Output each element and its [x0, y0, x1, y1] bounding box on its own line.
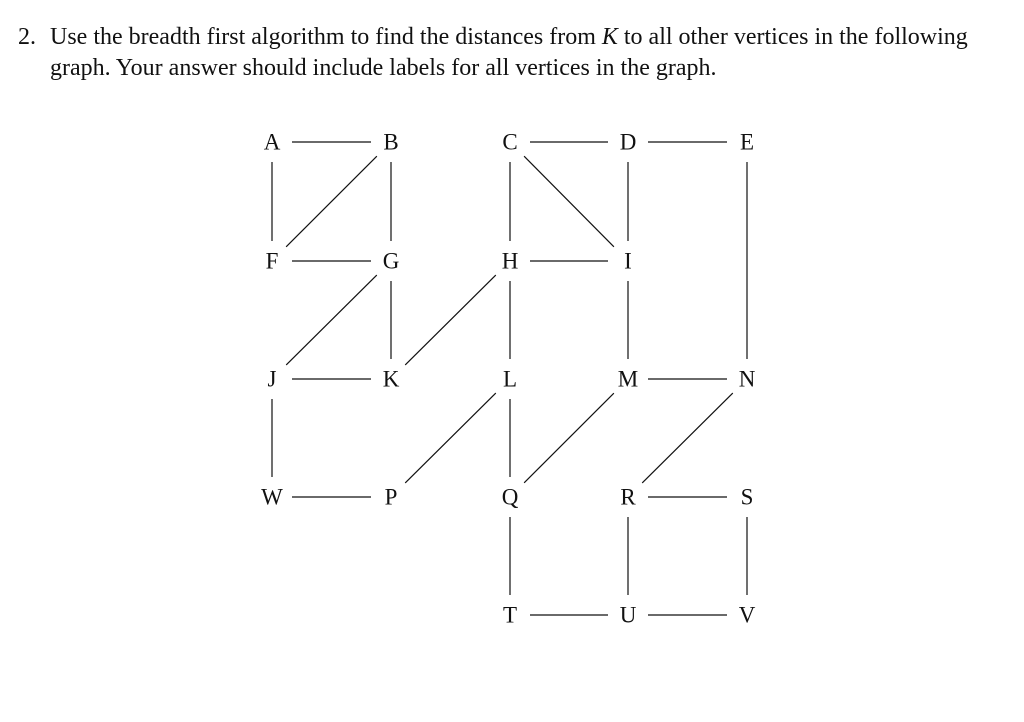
vertex-w: W: [261, 484, 283, 510]
vertex-u: U: [619, 602, 637, 628]
vertex-r: R: [620, 484, 636, 510]
vertex-j: J: [267, 366, 277, 392]
vertex-v: V: [738, 602, 756, 628]
vertex-n: N: [738, 366, 756, 392]
vertex-t: T: [502, 602, 518, 628]
vertex-g: G: [382, 248, 400, 274]
vertex-b: B: [383, 129, 399, 155]
question-text-after: to all other vertices in the following graph. Your answer should include labels for all vertices in the graph.: [50, 24, 968, 81]
vertex-a: A: [263, 129, 281, 155]
edge-n-r: [642, 393, 733, 483]
vertex-q: Q: [501, 484, 519, 510]
vertex-s: S: [740, 484, 754, 510]
edge-m-q: [524, 393, 614, 483]
edge-c-i: [524, 156, 614, 247]
vertex-p: P: [384, 484, 398, 510]
question-number: 2.: [18, 24, 36, 50]
vertex-c: C: [502, 129, 518, 155]
edge-g-j: [286, 275, 377, 365]
vertex-i: I: [624, 248, 632, 274]
vertex-m: M: [617, 366, 639, 392]
edge-l-p: [405, 393, 496, 483]
vertex-d: D: [619, 129, 637, 155]
question-variable: K: [601, 24, 618, 50]
vertex-h: H: [501, 248, 519, 274]
vertex-l: L: [502, 366, 518, 392]
edge-b-f: [286, 156, 377, 247]
vertex-e: E: [739, 129, 755, 155]
edge-h-k: [405, 275, 496, 365]
question-text-before: Use the breadth first algorithm to find the distances from: [50, 24, 596, 50]
vertex-k: K: [382, 366, 400, 392]
vertex-f: F: [265, 248, 279, 274]
